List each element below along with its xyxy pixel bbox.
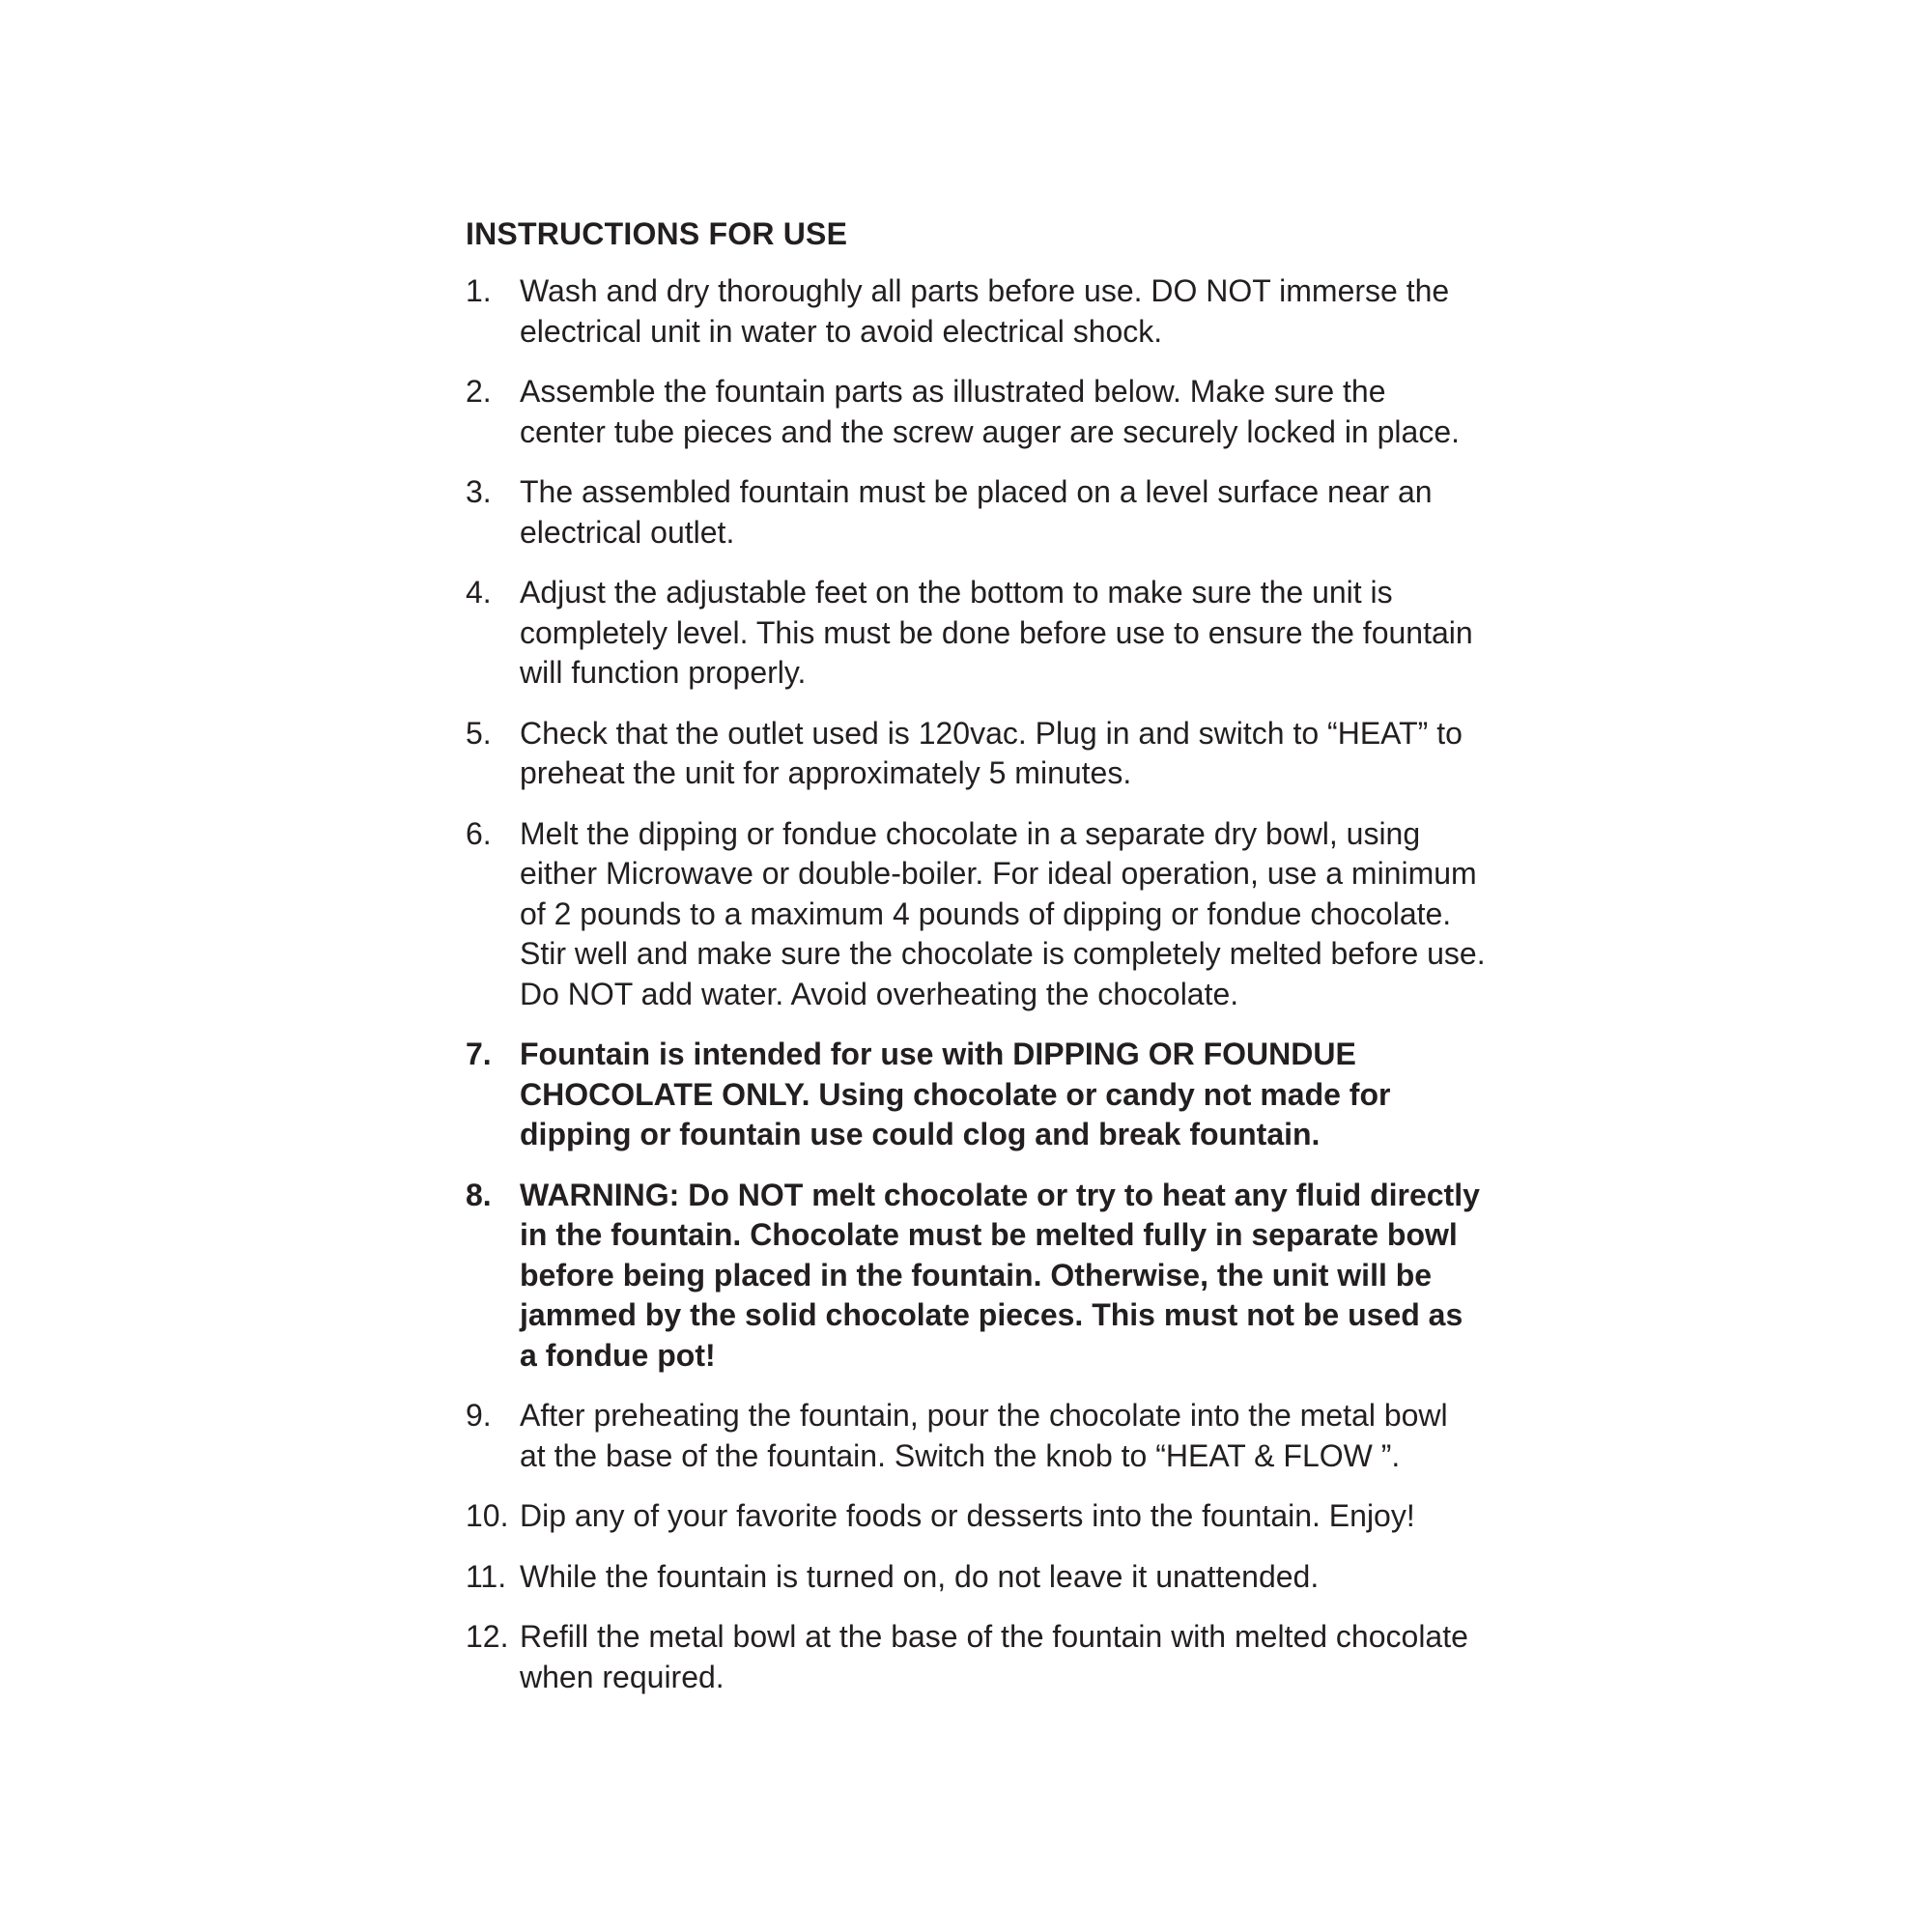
item-number: 1. (466, 273, 492, 308)
item-text (520, 271, 1509, 352)
item-line: at the base of the fountain. Switch the knob to “HEAT & FLOW ”. (520, 1437, 1401, 1473)
item-line: in the fountain. Chocolate must be melted fully in separate bowl (520, 1217, 1458, 1252)
list-item-11 (466, 1557, 1509, 1598)
item-line: Wash and dry thoroughly all parts before use. DO NOT immerse the (520, 273, 1450, 308)
item-text (520, 1557, 1509, 1598)
item-text (520, 1617, 1509, 1697)
item-number: 9. (466, 1398, 492, 1433)
instructions-page (466, 214, 1509, 1718)
item-line: when required. (520, 1659, 724, 1694)
item-line: Check that the outlet used is 120vac. Plug in and switch to “HEAT” to (520, 715, 1463, 751)
item-line: Melt the dipping or fondue chocolate in a separate dry bowl, using (520, 815, 1421, 851)
page-title: INSTRUCTIONS FOR USE (466, 216, 848, 251)
item-text (520, 814, 1509, 1015)
item-line: CHOCOLATE ONLY. Using chocolate or candy not made for (520, 1076, 1391, 1112)
item-number: 5. (466, 715, 492, 751)
item-text (520, 1496, 1509, 1537)
list-item-3 (466, 472, 1509, 553)
item-line: Fountain is intended for use with DIPPING OR FOUNDUE (520, 1037, 1356, 1071)
item-line: completely level. This must be done before use to ensure the fountain (520, 614, 1473, 650)
item-line: preheat the unit for approximately 5 minutes. (520, 755, 1132, 790)
item-line: The assembled fountain must be placed on a level surface near an (520, 474, 1433, 509)
item-line: Assemble the fountain parts as illustrated below. Make sure the (520, 374, 1386, 409)
item-line: While the fountain is turned on, do not leave it unattended. (520, 1558, 1320, 1594)
item-number: 8. (466, 1177, 492, 1212)
list-item-6 (466, 814, 1509, 1015)
item-line: Dip any of your favorite foods or desserts into the fountain. Enjoy! (520, 1498, 1415, 1533)
item-line: Adjust the adjustable feet on the bottom to make sure the unit is (520, 575, 1393, 610)
item-line: of 2 pounds to a maximum 4 pounds of dipping or fondue chocolate. (520, 895, 1452, 931)
list-item-8 (466, 1176, 1509, 1377)
item-number: 4. (466, 575, 492, 610)
item-text (520, 1176, 1509, 1377)
item-line: WARNING: Do NOT melt chocolate or try to heat any fluid directly (520, 1177, 1480, 1212)
list-item-4 (466, 573, 1509, 694)
item-line: a fondue pot! (520, 1337, 716, 1373)
item-number: 7. (466, 1037, 492, 1071)
list-item-1 (466, 271, 1509, 352)
item-text (520, 1035, 1509, 1155)
item-number: 2. (466, 374, 492, 409)
item-line: After preheating the fountain, pour the chocolate into the metal bowl (520, 1398, 1448, 1433)
item-text (520, 1396, 1509, 1476)
item-line: either Microwave or double-boiler. For ideal operation, use a minimum (520, 856, 1477, 891)
item-line: Do NOT add water. Avoid overheating the chocolate. (520, 976, 1239, 1011)
item-number: 12. (466, 1619, 509, 1654)
list-item-12 (466, 1617, 1509, 1697)
list-item-9 (466, 1396, 1509, 1476)
item-line: Stir well and make sure the chocolate is completely melted before use. (520, 936, 1486, 971)
item-number: 11. (466, 1558, 507, 1594)
list-item-5 (466, 714, 1509, 794)
item-number: 3. (466, 474, 492, 509)
item-line: center tube pieces and the screw auger are securely locked in place. (520, 413, 1460, 449)
instructions-list (466, 271, 1509, 1697)
item-line: jammed by the solid chocolate pieces. This must not be used as (520, 1297, 1463, 1332)
item-line: electrical outlet. (520, 514, 735, 550)
item-line: before being placed in the fountain. Otherwise, the unit will be (520, 1257, 1433, 1293)
item-line: Refill the metal bowl at the base of the fountain with melted chocolate (520, 1619, 1468, 1654)
list-item-7 (466, 1035, 1509, 1155)
list-item-10 (466, 1496, 1509, 1537)
item-text (520, 573, 1509, 694)
item-line: dipping or fountain use could clog and break fountain. (520, 1117, 1321, 1151)
item-text (520, 372, 1509, 452)
item-line: will function properly. (520, 655, 807, 690)
list-item-2 (466, 372, 1509, 452)
item-number: 6. (466, 815, 492, 851)
item-text (520, 472, 1509, 553)
item-text (520, 714, 1509, 794)
item-line: electrical unit in water to avoid electrical shock. (520, 313, 1163, 349)
item-number: 10. (466, 1498, 509, 1533)
